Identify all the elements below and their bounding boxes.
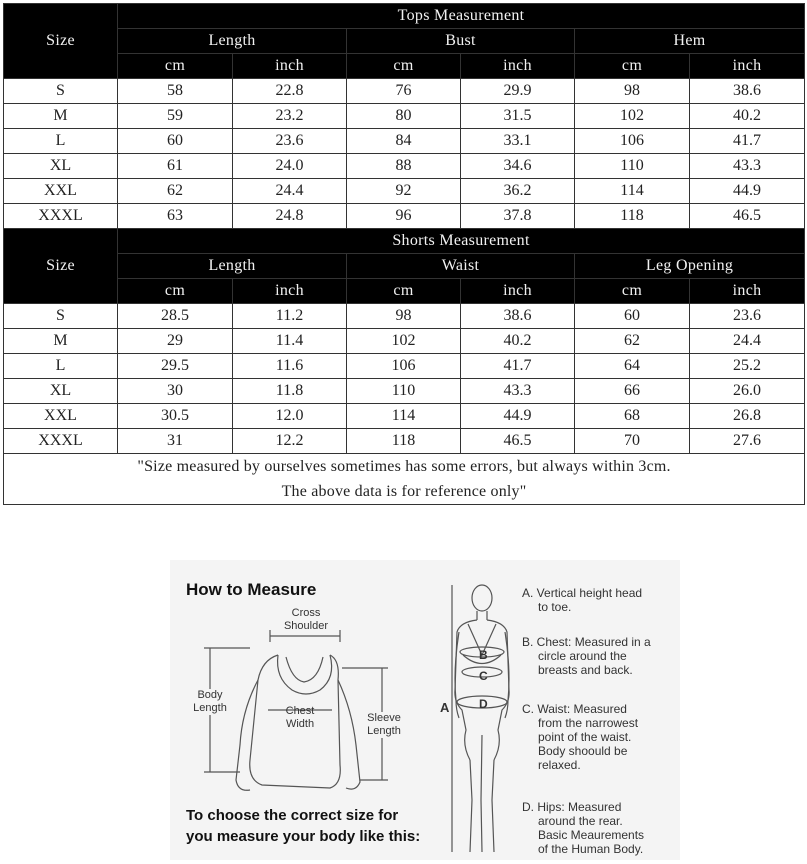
- value-cell: 98: [347, 304, 461, 329]
- size-cell: S: [4, 79, 118, 104]
- value-cell: 64: [575, 354, 690, 379]
- size-cell: XL: [4, 379, 118, 404]
- note-section: [4, 454, 805, 505]
- value-cell: 66: [575, 379, 690, 404]
- shorts-row: [4, 304, 805, 329]
- unit-header: inch: [233, 279, 347, 304]
- value-cell: 23.2: [233, 104, 347, 129]
- chest-width-label: Chest Width: [285, 705, 315, 730]
- value-cell: 62: [118, 179, 233, 204]
- value-cell: 24.4: [233, 179, 347, 204]
- value-cell: 46.5: [690, 204, 805, 229]
- value-cell: 63: [118, 204, 233, 229]
- value-cell: 40.2: [461, 329, 575, 354]
- unit-header: cm: [347, 54, 461, 79]
- value-cell: 25.2: [690, 354, 805, 379]
- unit-header: inch: [461, 279, 575, 304]
- step-b-chest: B. Chest: Measured in a circle around the breasts and back.: [522, 635, 651, 677]
- tops-title: Tops Measurement: [118, 4, 805, 29]
- value-cell: 60: [575, 304, 690, 329]
- value-cell: 34.6: [461, 154, 575, 179]
- value-cell: 118: [575, 204, 690, 229]
- value-cell: 59: [118, 104, 233, 129]
- unit-header: inch: [690, 54, 805, 79]
- value-cell: 40.2: [690, 104, 805, 129]
- value-cell: 37.8: [461, 204, 575, 229]
- unit-header: cm: [118, 279, 233, 304]
- value-cell: 60: [118, 129, 233, 154]
- value-cell: 30: [118, 379, 233, 404]
- shorts-group-header: Length: [118, 254, 347, 279]
- value-cell: 24.0: [233, 154, 347, 179]
- value-cell: 106: [575, 129, 690, 154]
- tops-row: [4, 79, 805, 104]
- value-cell: 22.8: [233, 79, 347, 104]
- value-cell: 118: [347, 429, 461, 454]
- value-cell: 24.8: [233, 204, 347, 229]
- value-cell: 31.5: [461, 104, 575, 129]
- unit-header: inch: [690, 279, 805, 304]
- value-cell: 43.3: [461, 379, 575, 404]
- value-cell: 26.0: [690, 379, 805, 404]
- value-cell: 23.6: [690, 304, 805, 329]
- shorts-row: [4, 329, 805, 354]
- sleeve-length-label: Sleeve Length: [360, 712, 408, 738]
- shorts-group-header: Waist: [347, 254, 575, 279]
- size-cell: XXL: [4, 179, 118, 204]
- value-cell: 33.1: [461, 129, 575, 154]
- shorts-title: Shorts Measurement: [118, 229, 805, 254]
- figure-letter-c: C: [479, 669, 488, 683]
- step-d-hips: D. Hips: Measured around the rear. Basic Meaurements of the Human Body.: [522, 800, 645, 856]
- value-cell: 11.2: [233, 304, 347, 329]
- value-cell: 110: [575, 154, 690, 179]
- unit-header: cm: [575, 54, 690, 79]
- note-line: "Size measured by ourselves sometimes has some errors, but always within 3cm.: [137, 458, 671, 475]
- size-cell: XXL: [4, 404, 118, 429]
- size-cell: XXXL: [4, 429, 118, 454]
- sweater-right-sleeve: [338, 680, 360, 789]
- value-cell: 70: [575, 429, 690, 454]
- unit-header: cm: [118, 54, 233, 79]
- value-cell: 88: [347, 154, 461, 179]
- value-cell: 114: [575, 179, 690, 204]
- value-cell: 92: [347, 179, 461, 204]
- shorts-row: [4, 379, 805, 404]
- value-cell: 114: [347, 404, 461, 429]
- figure-letter-d: D: [479, 697, 488, 711]
- value-cell: 80: [347, 104, 461, 129]
- size-cell: S: [4, 304, 118, 329]
- value-cell: 11.6: [233, 354, 347, 379]
- step-a-height: A. Vertical height head to toe.: [522, 586, 643, 614]
- value-cell: 26.8: [690, 404, 805, 429]
- figure-legs: [470, 735, 494, 852]
- shorts-size-header: Size: [4, 229, 118, 304]
- value-cell: 30.5: [118, 404, 233, 429]
- figure-letter-b: B: [479, 648, 488, 662]
- disclaimer-note: [4, 454, 805, 505]
- unit-header: inch: [461, 54, 575, 79]
- value-cell: 62: [575, 329, 690, 354]
- sweater-left-sleeve: [236, 680, 258, 790]
- value-cell: 11.8: [233, 379, 347, 404]
- value-cell: 12.2: [233, 429, 347, 454]
- shorts-group-header: Leg Opening: [575, 254, 805, 279]
- value-cell: 11.4: [233, 329, 347, 354]
- figure-neck: [477, 611, 487, 620]
- shorts-row: [4, 429, 805, 454]
- value-cell: 36.2: [461, 179, 575, 204]
- value-cell: 43.3: [690, 154, 805, 179]
- size-chart-table: [3, 3, 805, 505]
- value-cell: 96: [347, 204, 461, 229]
- tops-row: [4, 179, 805, 204]
- value-cell: 106: [347, 354, 461, 379]
- unit-header: cm: [575, 279, 690, 304]
- value-cell: 41.7: [461, 354, 575, 379]
- value-cell: 12.0: [233, 404, 347, 429]
- sweater-outline: [278, 655, 332, 694]
- value-cell: 28.5: [118, 304, 233, 329]
- tops-group-header: Hem: [575, 29, 805, 54]
- size-cell: M: [4, 104, 118, 129]
- value-cell: 38.6: [690, 79, 805, 104]
- cross-shoulder-label: Cross Shoulder: [283, 607, 329, 632]
- value-cell: 31: [118, 429, 233, 454]
- tops-group-header: Bust: [347, 29, 575, 54]
- size-cell: M: [4, 329, 118, 354]
- tops-size-header: Size: [4, 4, 118, 79]
- value-cell: 102: [575, 104, 690, 129]
- value-cell: 29.9: [461, 79, 575, 104]
- value-cell: 23.6: [233, 129, 347, 154]
- value-cell: 58: [118, 79, 233, 104]
- unit-header: inch: [233, 54, 347, 79]
- figure-letter-a: A: [440, 700, 450, 715]
- value-cell: 24.4: [690, 329, 805, 354]
- measure-instruction: To choose the correct size for you measure your body like this:: [186, 807, 421, 845]
- shorts-row: [4, 404, 805, 429]
- value-cell: 110: [347, 379, 461, 404]
- tops-row: [4, 104, 805, 129]
- tops-row: [4, 204, 805, 229]
- tops-row: [4, 154, 805, 179]
- size-cell: L: [4, 354, 118, 379]
- value-cell: 84: [347, 129, 461, 154]
- shorts-row: [4, 354, 805, 379]
- size-cell: XL: [4, 154, 118, 179]
- body-length-label: Body Length: [186, 689, 234, 715]
- tops-group-header: Length: [118, 29, 347, 54]
- value-cell: 61: [118, 154, 233, 179]
- unit-header: cm: [347, 279, 461, 304]
- value-cell: 27.6: [690, 429, 805, 454]
- shorts-section: [4, 229, 805, 454]
- value-cell: 38.6: [461, 304, 575, 329]
- note-line: The above data is for reference only": [281, 483, 527, 500]
- guide-title: How to Measure: [186, 580, 317, 599]
- value-cell: 68: [575, 404, 690, 429]
- how-to-measure-guide: [170, 560, 680, 860]
- value-cell: 46.5: [461, 429, 575, 454]
- value-cell: 76: [347, 79, 461, 104]
- value-cell: 41.7: [690, 129, 805, 154]
- sweater-collar: [286, 657, 323, 682]
- size-cell: XXXL: [4, 204, 118, 229]
- value-cell: 98: [575, 79, 690, 104]
- step-c-waist: C. Waist: Measured from the narrowest point of the waist. Body shoould be relaxed.: [522, 702, 639, 772]
- value-cell: 29: [118, 329, 233, 354]
- size-cell: L: [4, 129, 118, 154]
- value-cell: 44.9: [461, 404, 575, 429]
- value-cell: 29.5: [118, 354, 233, 379]
- value-cell: 44.9: [690, 179, 805, 204]
- tops-row: [4, 129, 805, 154]
- figure-head: [472, 585, 492, 611]
- value-cell: 102: [347, 329, 461, 354]
- tops-section: [4, 4, 805, 229]
